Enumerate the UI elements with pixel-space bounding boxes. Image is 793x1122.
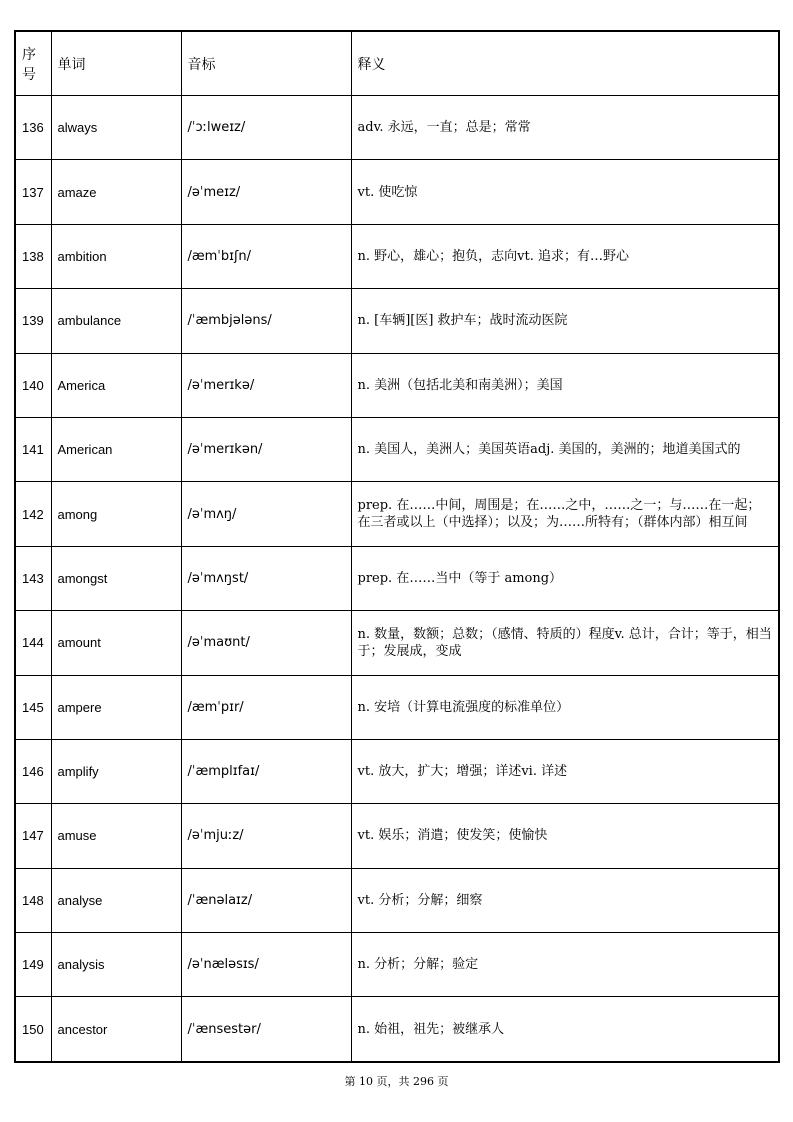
row-number: 145 — [15, 675, 51, 739]
table-row — [15, 160, 779, 224]
row-word: among — [51, 482, 181, 546]
row-word: amaze — [51, 160, 181, 224]
row-definition: prep. 在……中间，周围是；在……之中，……之一；与……在一起；在三者或以上（中选择）；以及；为……所特有；（群体内部）相互间 — [351, 482, 779, 546]
row-word: America — [51, 353, 181, 417]
row-phonetic: /ˈæmplɪfaɪ/ — [181, 739, 351, 803]
row-phonetic: /æmˈbɪʃn/ — [181, 224, 351, 288]
row-number: 149 — [15, 933, 51, 997]
row-number: 150 — [15, 997, 51, 1062]
table-row — [15, 417, 779, 481]
row-phonetic: /əˈnæləsɪs/ — [181, 933, 351, 997]
table-row — [15, 353, 779, 417]
row-number: 141 — [15, 417, 51, 481]
table-row — [15, 675, 779, 739]
row-definition: n. 安培（计算电流强度的标准单位） — [351, 675, 779, 739]
row-word: amount — [51, 611, 181, 675]
vocabulary-table — [14, 30, 780, 1063]
header-phonetic: 音标 — [181, 31, 351, 96]
table-row — [15, 482, 779, 546]
table-row — [15, 997, 779, 1062]
header-number: 序号 — [15, 31, 51, 96]
row-word: amongst — [51, 546, 181, 610]
row-definition: vt. 娱乐；消遣；使发笑；使愉快 — [351, 804, 779, 868]
row-phonetic: /əˈmerɪkə/ — [181, 353, 351, 417]
page-footer: 第 10 页，共 296 页 — [344, 1075, 449, 1088]
table-row — [15, 546, 779, 610]
row-word: ambulance — [51, 289, 181, 353]
row-definition: prep. 在……当中（等于 among） — [351, 546, 779, 610]
table-row — [15, 739, 779, 803]
row-word: analysis — [51, 933, 181, 997]
row-phonetic: /ˈænəlaɪz/ — [181, 868, 351, 932]
row-phonetic: /əˈmʌŋ/ — [181, 482, 351, 546]
row-word: American — [51, 417, 181, 481]
row-phonetic: /æmˈpɪr/ — [181, 675, 351, 739]
row-definition: n. 始祖，祖先；被继承人 — [351, 997, 779, 1062]
row-word: ancestor — [51, 997, 181, 1062]
table-row — [15, 224, 779, 288]
row-phonetic: /ˈæmbjələns/ — [181, 289, 351, 353]
row-number: 144 — [15, 611, 51, 675]
row-definition: adv. 永远，一直；总是；常常 — [351, 96, 779, 160]
row-phonetic: /əˈmeɪz/ — [181, 160, 351, 224]
row-word: amplify — [51, 739, 181, 803]
row-definition: vt. 放大，扩大；增强；详述vi. 详述 — [351, 739, 779, 803]
table-row — [15, 933, 779, 997]
row-number: 136 — [15, 96, 51, 160]
row-phonetic: /əˈmjuːz/ — [181, 804, 351, 868]
row-number: 137 — [15, 160, 51, 224]
row-definition: n. 分析；分解；验定 — [351, 933, 779, 997]
row-number: 147 — [15, 804, 51, 868]
row-number: 148 — [15, 868, 51, 932]
row-phonetic: /ˈænsestər/ — [181, 997, 351, 1062]
row-number: 138 — [15, 224, 51, 288]
row-number: 139 — [15, 289, 51, 353]
header-definition: 释义 — [351, 31, 779, 96]
table-body — [15, 96, 779, 1062]
row-word: always — [51, 96, 181, 160]
row-number: 143 — [15, 546, 51, 610]
row-word: analyse — [51, 868, 181, 932]
row-phonetic: /ˈɔːlweɪz/ — [181, 96, 351, 160]
row-word: ambition — [51, 224, 181, 288]
table-row — [15, 289, 779, 353]
row-definition: vt. 使吃惊 — [351, 160, 779, 224]
table-row — [15, 611, 779, 675]
row-definition: n. 美洲（包括北美和南美洲）；美国 — [351, 353, 779, 417]
row-number: 146 — [15, 739, 51, 803]
header-word: 单词 — [51, 31, 181, 96]
row-word: amuse — [51, 804, 181, 868]
row-phonetic: /əˈmaʊnt/ — [181, 611, 351, 675]
row-definition: n. 美国人，美洲人；美国英语adj. 美国的，美洲的；地道美国式的 — [351, 417, 779, 481]
row-number: 140 — [15, 353, 51, 417]
row-definition: n. 野心，雄心；抱负，志向vt. 追求；有…野心 — [351, 224, 779, 288]
row-word: ampere — [51, 675, 181, 739]
row-phonetic: /əˈmʌŋst/ — [181, 546, 351, 610]
row-phonetic: /əˈmerɪkən/ — [181, 417, 351, 481]
row-number: 142 — [15, 482, 51, 546]
table-row — [15, 96, 779, 160]
table-header-row — [15, 31, 779, 96]
row-definition: n. 数量，数额；总数；（感情、特质的）程度v. 总计，合计；等于，相当于；发展成，变成 — [351, 611, 779, 675]
row-definition: vt. 分析；分解；细察 — [351, 868, 779, 932]
row-definition: n. [车辆][医] 救护车；战时流动医院 — [351, 289, 779, 353]
table-row — [15, 868, 779, 932]
table-row — [15, 804, 779, 868]
